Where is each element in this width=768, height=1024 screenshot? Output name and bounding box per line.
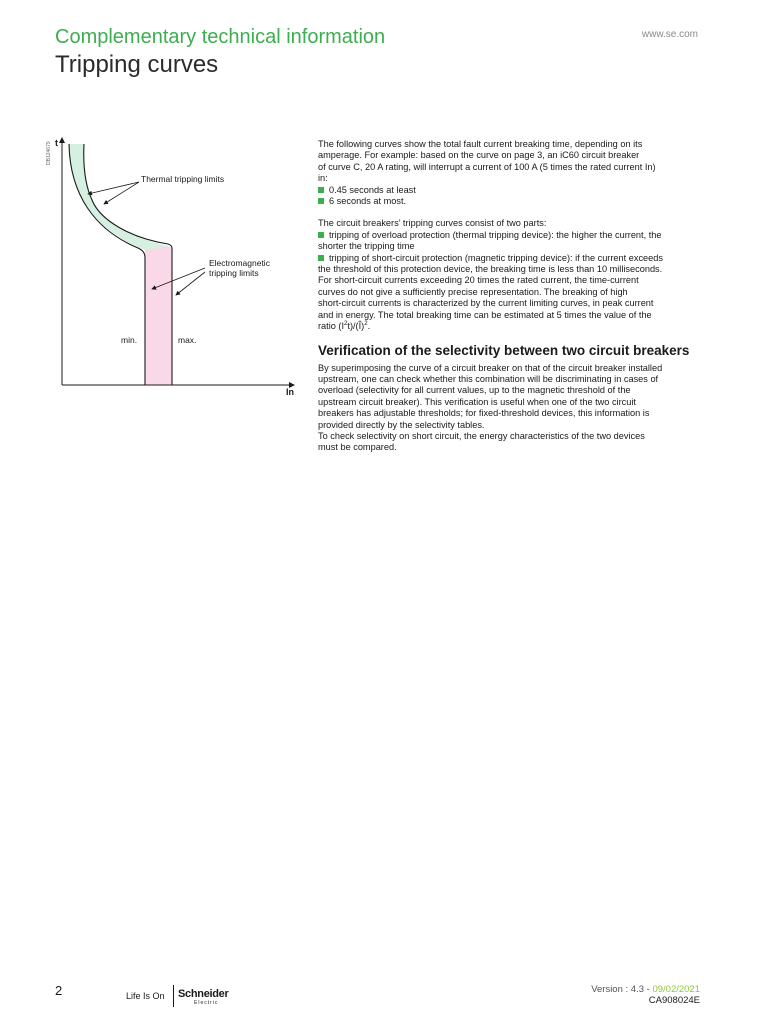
em-label-line2: tripping limits bbox=[209, 268, 259, 278]
selectivity-line: upstream, one can check whether this combination will be discriminating in cases of bbox=[318, 373, 659, 384]
site-url[interactable]: www.se.com bbox=[641, 29, 698, 40]
intro-line: in: bbox=[318, 173, 328, 184]
version-info: Version : 4.3 - 09/02/2021 bbox=[591, 984, 700, 995]
selectivity-line: breakers has adjustable thresholds; for fixed-threshold devices, this information is bbox=[318, 408, 650, 419]
selectivity-line: provided directly by the selectivity tables. bbox=[318, 419, 485, 430]
short-circuit-line: curves do not give a sufficiently precise representation. The breaking of high bbox=[318, 286, 628, 297]
tripping-curve-figure bbox=[40, 130, 300, 400]
section-title: Complementary technical information bbox=[55, 26, 386, 48]
selectivity-line: overload (selectivity for all current values, up to the magnetic threshold of the bbox=[318, 385, 631, 396]
ratio-line: ratio $(I^2t)/(Î)^2$. bbox=[318, 321, 371, 332]
tagline: Life Is On bbox=[126, 991, 165, 1001]
list-item: tripping of short-circuit protection (magnetic tripping device): if the current exceeds bbox=[318, 253, 702, 264]
thermal-pointer-2 bbox=[88, 182, 139, 194]
intro-line: The following curves show the total fault current breaking time, depending on its bbox=[318, 139, 643, 149]
page-title: Tripping curves bbox=[55, 51, 219, 78]
min-label: min. bbox=[121, 335, 138, 345]
selectivity-heading: Verification of the selectivity between two circuit breakers bbox=[318, 342, 690, 358]
selectivity-paragraph bbox=[318, 363, 702, 454]
thermal-band bbox=[69, 144, 172, 250]
list-item: 0.45 seconds at least bbox=[318, 185, 702, 196]
bullet-square-icon bbox=[318, 187, 324, 193]
doc-reference: CA908024E bbox=[648, 995, 700, 1006]
max-label: max. bbox=[178, 335, 197, 345]
magnetic-band bbox=[145, 250, 172, 385]
short-circuit-line: For short-circuit currents exceeding 20 times the rated current, the time-current bbox=[318, 275, 639, 286]
intro-paragraph bbox=[318, 139, 702, 185]
short-circuit-line: and in energy. The total breaking time can be estimated at 5 times the value of the bbox=[318, 309, 652, 320]
brand-name: Schneider bbox=[178, 988, 229, 1000]
list-item: 6 seconds at most. bbox=[318, 196, 702, 207]
intro-line: amperage. For example: based on the curve on page 3, an iC60 circuit breaker bbox=[318, 150, 640, 161]
bullet-square-icon bbox=[318, 198, 324, 204]
y-axis-label: t bbox=[55, 138, 58, 148]
em-pointer-2 bbox=[176, 272, 205, 295]
list-item-continuation: shorter the tripping time bbox=[318, 241, 415, 252]
parts-paragraph bbox=[318, 218, 702, 332]
list-item: tripping of overload protection (thermal tripping device): the higher the current, the bbox=[318, 230, 702, 241]
short-circuit-line: short-circuit currents is characterized by the current limiting curves, in peak current bbox=[318, 298, 654, 309]
selectivity-line: To check selectivity on short circuit, the energy characteristics of the two devices bbox=[318, 430, 645, 441]
list-item-continuation: the threshold of this protection device, the breaking time is less than 10 milliseconds. bbox=[318, 264, 663, 275]
timing-bullet-list bbox=[318, 185, 702, 208]
parts-intro: The circuit breakers’ tripping curves consist of two parts: bbox=[318, 218, 547, 229]
page-number: 2 bbox=[55, 983, 63, 998]
intro-line: of curve C, 20 A rating, will interrupt a current of 100 A (5 times the rated current In) bbox=[318, 161, 656, 172]
selectivity-line: upstream circuit breaker). This verification is useful when one of the two circuit bbox=[318, 396, 636, 407]
thermal-label: Thermal tripping limits bbox=[141, 174, 225, 184]
em-label-line1: Electromagnetic bbox=[209, 258, 270, 268]
brand-sub: Electric bbox=[194, 1000, 219, 1006]
body-text bbox=[318, 139, 702, 454]
tripping-curve-svg bbox=[40, 130, 300, 400]
figure-id: DB124679 bbox=[46, 141, 52, 165]
selectivity-line: must be compared. bbox=[318, 442, 397, 453]
bullet-square-icon bbox=[318, 255, 324, 261]
bullet-square-icon bbox=[318, 232, 324, 238]
brand-divider bbox=[173, 985, 174, 1007]
selectivity-line: By superimposing the curve of a circuit breaker on that of the circuit breaker installed bbox=[318, 362, 663, 373]
x-axis-label: In bbox=[286, 387, 294, 397]
thermal-pointer-1 bbox=[104, 182, 139, 204]
version-date: 09/02/2021 bbox=[652, 984, 700, 995]
